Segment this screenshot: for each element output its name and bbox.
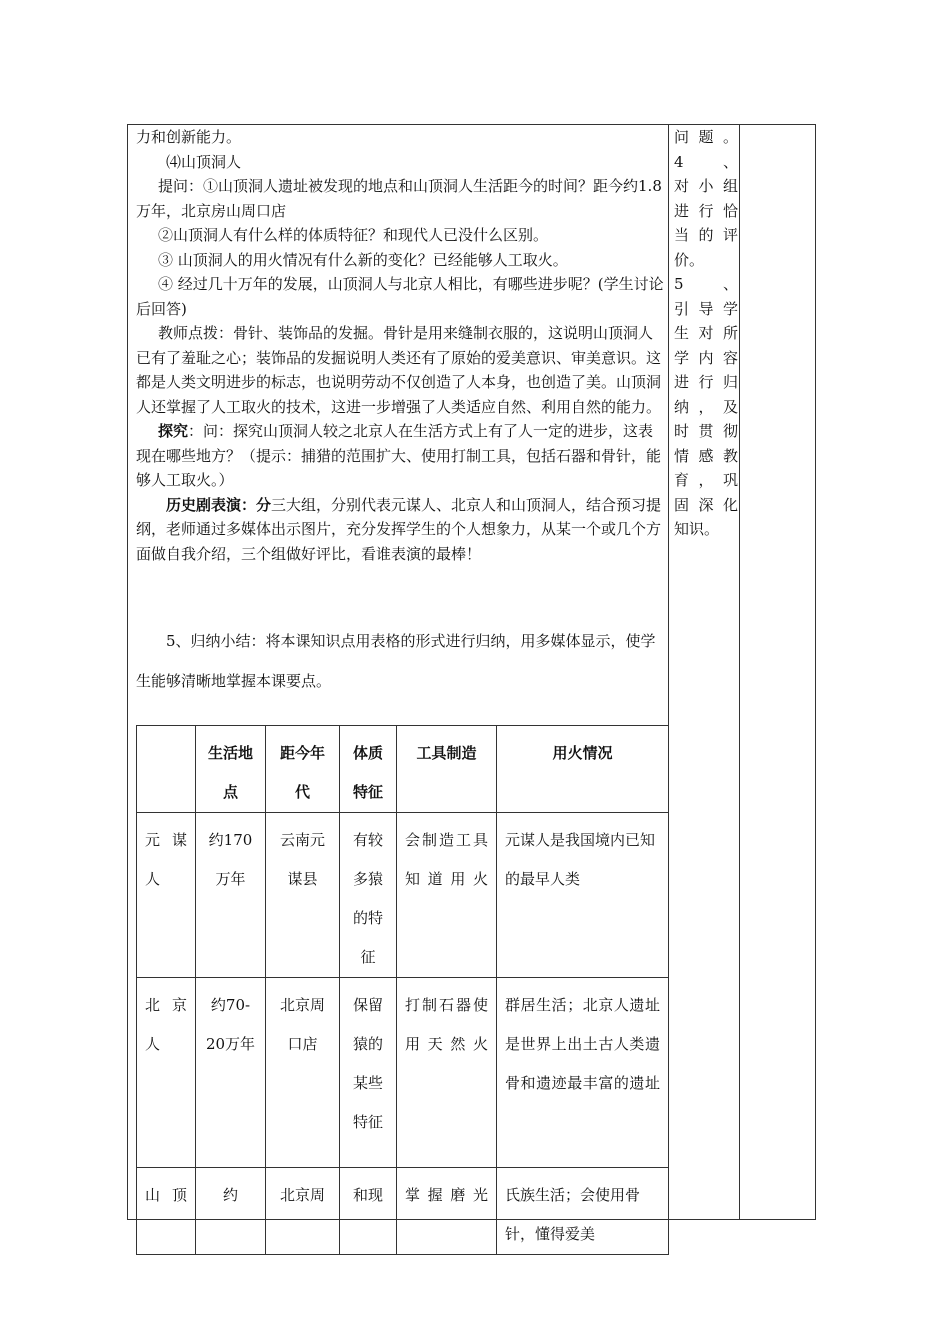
side-line: 学内容 [674, 348, 738, 367]
table-cell: 掌握磨光 [397, 1168, 497, 1255]
explore-text: ：问：探究山顶洞人较之北京人在生活方式上有了人一定的进步，这表现在哪些地方？（提示：捕猎的范围扩大、使用打制工具，包括石器和骨针，能够人工取火。） [136, 422, 662, 489]
table-cell: 保留猿的某些特征 [340, 978, 397, 1168]
side-line: 问题。 [674, 128, 738, 146]
table-cell: 约170万年 [196, 813, 266, 978]
side-line: 情感教 [674, 446, 738, 465]
summary-text: 5、归纳小结：将本课知识点用表格的形式进行归纳，用多媒体显示，使学生能够清晰地掌握本课要点。 [136, 632, 656, 690]
table-row [137, 1168, 669, 1255]
section-heading: ⑷山顶洞人 [166, 152, 242, 171]
side-line: 当的评 [674, 226, 738, 244]
side-line: 对小组 [674, 177, 738, 195]
header-cell: 体质特征 [340, 726, 397, 813]
table-cell: 约70-20万年 [196, 978, 266, 1168]
side-line: 价。 [674, 250, 705, 269]
table-cell: 约 [196, 1168, 266, 1255]
table-cell: 云南元谋县 [266, 813, 340, 978]
header-cell: 生活地点 [196, 726, 266, 813]
table-cell: 有较多猿的特征 [340, 813, 397, 978]
table-cell: 元谋人是我国境内已知的最早人类 [497, 813, 669, 978]
table-cell: 北京周 [266, 1168, 340, 1255]
side-line: 生对所 [674, 324, 738, 342]
side-line: 固深化 [674, 495, 738, 514]
explore-label: 探究 [158, 422, 189, 440]
table-cell: 山顶 [137, 1168, 196, 1255]
question-4: ④ 经过几十万年的发展，山顶洞人与北京人相比，有哪些进步呢？(学生讨论后回答) [136, 275, 664, 318]
header-cell [137, 726, 196, 813]
content-line: 力和创新能力。 [136, 128, 242, 146]
column-divider [739, 125, 740, 1219]
table-cell: 和现 [340, 1168, 397, 1255]
summary-section [136, 621, 664, 701]
header-cell: 工具制造 [397, 726, 497, 813]
question-2: ②山顶洞人有什么样的体质特征？和现代人已没什么区别。 [158, 226, 549, 244]
side-line: 5 、 [674, 275, 738, 293]
table-cell: 北京人 [137, 978, 196, 1168]
explore-paragraph [136, 419, 664, 493]
table-cell: 元谋人 [137, 813, 196, 978]
question-3: ③ 山顶洞人的用火情况有什么新的变化？已经能够人工取火。 [158, 250, 568, 269]
side-line: 进行归 [674, 373, 738, 391]
table-header-row [137, 726, 669, 813]
lesson-table-frame [127, 124, 816, 1243]
side-line: 育，巩 [674, 471, 738, 489]
table-cell: 氏族生活；会使用骨针，懂得爱美 [497, 1168, 669, 1255]
design-intent-column [674, 125, 738, 542]
side-line: 时贯彻 [674, 422, 738, 440]
table-row [137, 813, 669, 978]
teaching-content [136, 125, 664, 566]
header-cell: 用火情况 [497, 726, 669, 813]
teacher-guidance: 教师点拨：骨针、装饰品的发掘。骨针是用来缝制衣服的，这说明山顶洞人已有了羞耻之心；装饰品的发掘说明人类还有了原始的爱美意识、审美意识。这都是人类文明进步的标志，也说明劳动不仅创造了人本身，也创造了美。山顶洞人还掌握了人工取火的技术，这进一步增强了人类适应自然、利用自然的能力。 [136, 324, 662, 416]
table-cell: 会制造工具知道用火 [397, 813, 497, 978]
drama-label: 历史剧表演：分 [166, 495, 272, 514]
table-cell: 打制石器使用天然火 [397, 978, 497, 1168]
summary-table [136, 725, 669, 1255]
drama-text: 三大组，分别代表元谋人、北京人和山顶洞人，结合预习提纲，老师通过多媒体出示图片，充分发挥学生的个人想象力，从某一个或几个方面做自我介绍，三个组做好评比，看谁表演的最棒！ [136, 495, 662, 563]
side-line: 进行恰 [674, 201, 738, 220]
table-row [137, 978, 669, 1168]
side-line: 知识。 [674, 520, 720, 538]
side-line: 引导学 [674, 299, 738, 318]
side-line: 4 、 [674, 152, 738, 171]
drama-paragraph [136, 493, 664, 567]
header-cell: 距今年代 [266, 726, 340, 813]
question-1: 提问：①山顶洞人遗址被发现的地点和山顶洞人生活距今的时间？距今约1.8万年，北京房山周口店 [136, 177, 662, 220]
side-line: 纳，及 [674, 397, 738, 416]
table-cell: 群居生活；北京人遗址是世界上出土古人类遗骨和遗迹最丰富的遗址 [497, 978, 669, 1168]
table-cell: 北京周口店 [266, 978, 340, 1168]
